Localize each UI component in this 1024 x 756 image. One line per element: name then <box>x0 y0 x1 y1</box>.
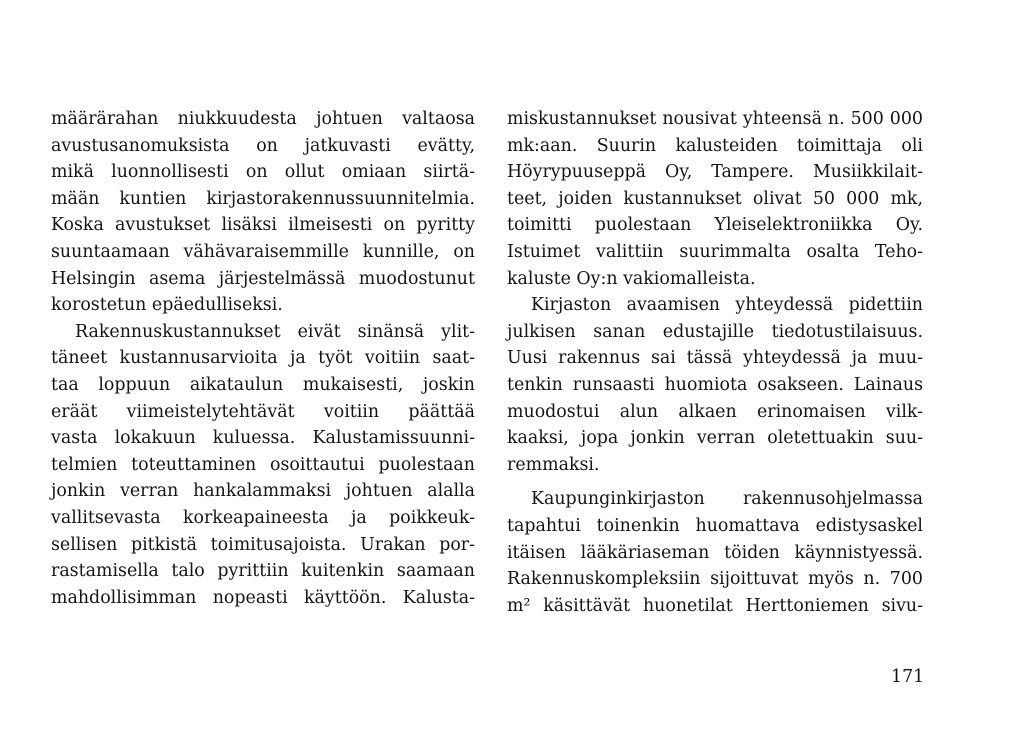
text-line: määrärahan niukkuudesta johtuen valtaosa <box>51 109 475 129</box>
text-line: tapahtui toinenkin huomattava edistysaskel <box>507 515 923 536</box>
text-line: mk:aan. Suurin kalusteiden toimittaja oli <box>507 135 923 156</box>
text-line: Koska avustukset lisäksi ilmeisesti on pyritty <box>51 215 475 236</box>
text-line: avustusanomuksista on jatkuvasti evätty, <box>51 135 475 156</box>
text-line: Kaupunginkirjaston rakennusohjelmassa <box>531 489 923 510</box>
paragraph <box>507 292 923 478</box>
text-line: tenkin runsaasti huomiota osakseen. Lainaus <box>507 374 923 395</box>
paragraph <box>51 106 475 319</box>
text-line: eräät viimeistelytehtävät voitiin päättää <box>51 401 475 422</box>
text-line: muodostui alun alkaen erinomaisen vilk- <box>507 401 923 422</box>
text-line: suuntaamaan vähävaraisemmille kunnille, on <box>51 241 475 262</box>
text-line: mikä luonnollisesti on ollut omiaan siirtä- <box>51 162 475 183</box>
text-line: kaluste Oy:n vakiomalleista. <box>507 268 756 289</box>
right-text-column <box>507 106 923 619</box>
text-line: täneet kustannusarvioita ja työt voitiin saat- <box>51 348 475 369</box>
text-line: sellisen pitkistä toimitusajoista. Urakan por- <box>51 534 475 555</box>
paragraph <box>507 106 923 292</box>
text-line: julkisen sanan edustajille tiedotustilaisuus. <box>507 321 923 342</box>
text-line: teet, joiden kustannukset olivat 50 000 mk, <box>507 188 923 209</box>
text-line: telmien toteuttaminen osoittautui puolestaan <box>51 454 475 475</box>
page-number: 171 <box>891 667 925 687</box>
text-line: itäisen lääkäriaseman töiden käynnistyessä. <box>507 542 923 563</box>
text-line: Höyrypuuseppä Oy, Tampere. Musiikkilait- <box>507 162 923 183</box>
text-line: vasta lokakuun kuluessa. Kalustamissuunni- <box>51 428 475 449</box>
text-line: rastamisella talo pyrittiin kuitenkin saamaan <box>51 561 475 582</box>
text-line: taa loppuun aikataulun mukaisesti, joskin <box>51 374 475 395</box>
paragraph-gap <box>507 478 923 486</box>
text-line: Uusi rakennus sai tässä yhteydessä ja muu- <box>507 348 923 369</box>
text-line: Rakennuskompleksiin sijoittuvat myös n. 700 <box>507 569 923 590</box>
left-text-column <box>51 106 475 611</box>
text-line: m² käsittävät huonetilat Herttoniemen sivu- <box>507 595 923 616</box>
paragraph <box>51 319 475 612</box>
text-line: mahdollisimman nopeasti käyttöön. Kalusta- <box>51 587 475 608</box>
text-line: toimitti puolestaan Yleiselektroniikka Oy. <box>507 215 923 236</box>
text-line: remmaksi. <box>507 454 600 475</box>
text-line: Rakennuskustannukset eivät sinänsä ylit- <box>75 321 475 342</box>
text-line: jonkin verran hankalammaksi johtuen alalla <box>51 481 475 502</box>
text-line: mään kuntien kirjastorakennussuunnitelmia. <box>51 188 475 209</box>
paragraph <box>507 486 923 619</box>
text-line: korostetun epäedulliseksi. <box>51 295 283 316</box>
text-line: kaaksi, jopa jonkin verran oletettuakin suu- <box>507 428 923 449</box>
text-line: miskustannukset nousivat yhteensä n. 500 000 <box>507 109 923 129</box>
text-line: vallitsevasta korkeapaineesta ja poikkeuk- <box>51 507 475 528</box>
text-line: Helsingin asema järjestelmässä muodostunut <box>51 268 475 289</box>
text-line: Istuimet valittiin suurimmalta osalta Teho- <box>507 241 923 262</box>
text-line: Kirjaston avaamisen yhteydessä pidettiin <box>531 295 923 316</box>
